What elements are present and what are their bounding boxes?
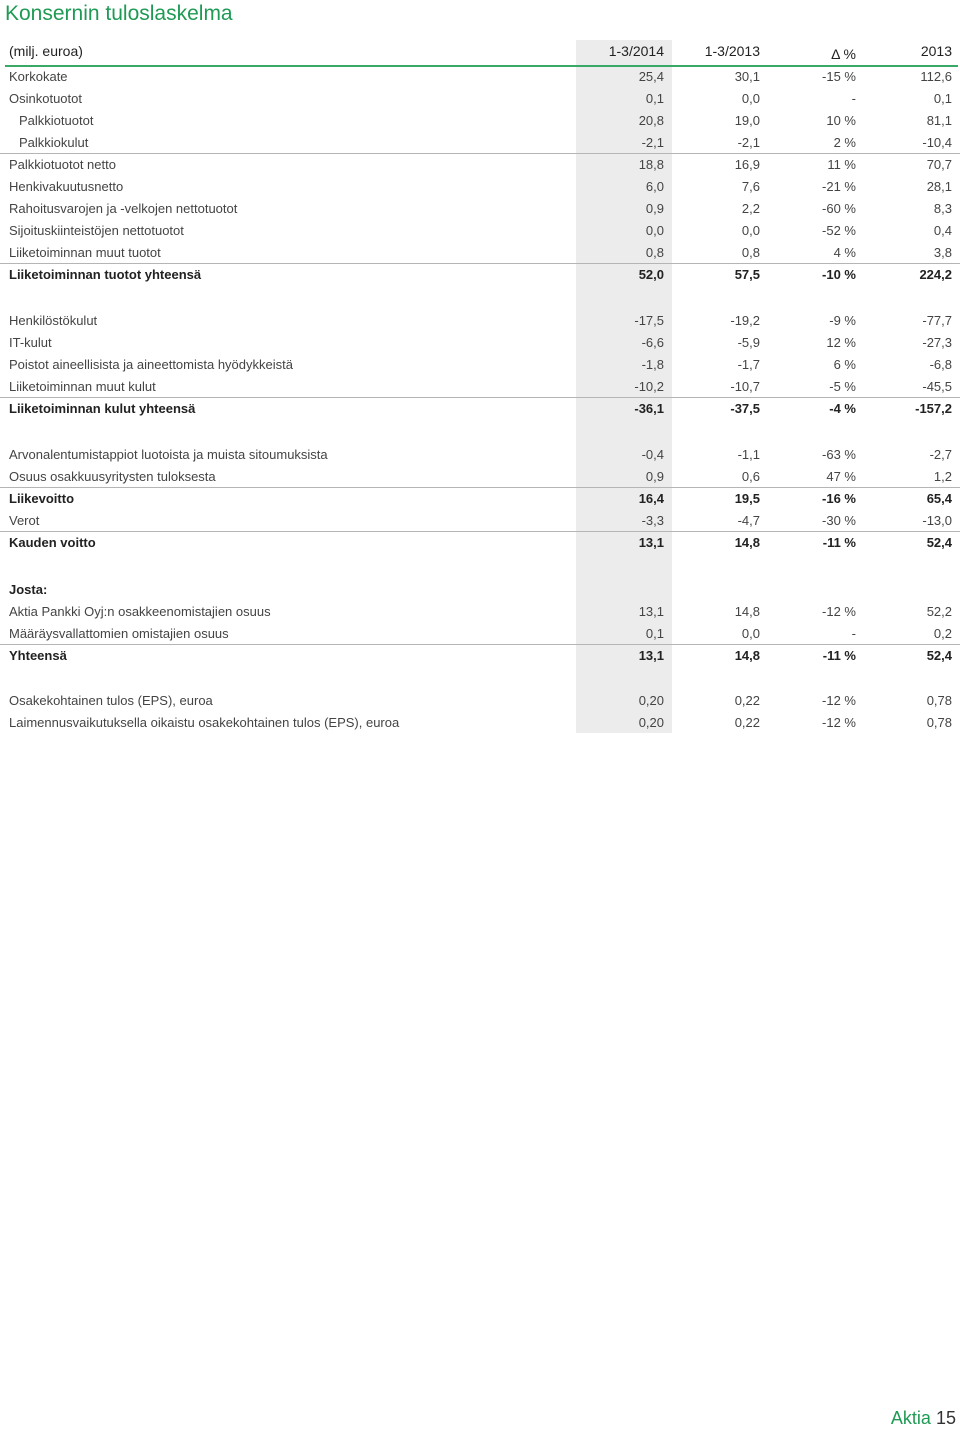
row-c3: 10 %	[826, 113, 856, 128]
row-c1: 0,0	[645, 223, 664, 238]
row-label: Aktia Pankki Oyj:n osakkeenomistajien osuus	[9, 604, 271, 619]
row-c1: 52,0	[638, 267, 664, 282]
table-row	[0, 198, 960, 220]
section-heading	[0, 579, 960, 601]
row-c4: 0,78	[926, 693, 952, 708]
row-c3: 47 %	[826, 469, 856, 484]
row-c1: 0,8	[645, 245, 664, 260]
table-row	[0, 132, 960, 154]
row-c3: -10 %	[822, 267, 856, 282]
row-label: Liiketoiminnan muut kulut	[9, 379, 156, 394]
row-c4: -27,3	[922, 335, 952, 350]
row-c3: -15 %	[822, 69, 856, 84]
row-c1: 0,9	[645, 469, 664, 484]
row-c3: -11 %	[822, 535, 856, 550]
row-label: IT-kulut	[9, 335, 52, 350]
row-c4: 28,1	[926, 179, 952, 194]
table-row	[0, 510, 960, 532]
row-c1: -36,1	[634, 401, 664, 416]
row-c1: -0,4	[641, 447, 664, 462]
row-label: Korkokate	[9, 69, 68, 84]
row-label: Poistot aineellisista ja aineettomista hyödykkeistä	[9, 357, 293, 372]
row-label: Palkkiotuotot	[19, 113, 94, 128]
row-c4: 52,4	[926, 535, 952, 550]
row-c4: 8,3	[933, 201, 952, 216]
row-c2: 16,9	[734, 157, 760, 172]
table-row	[0, 444, 960, 466]
table-row	[0, 153, 960, 176]
row-label: Henkilöstökulut	[9, 313, 98, 328]
row-c2: 0,0	[741, 91, 760, 106]
row-c4: -77,7	[922, 313, 952, 328]
row-c3: 6 %	[833, 357, 856, 372]
page-number: 15	[935, 1408, 956, 1428]
table-row-total	[0, 263, 960, 286]
row-label: Palkkiotuotot netto	[9, 157, 116, 172]
row-c1: 6,0	[645, 179, 664, 194]
row-label: Arvonalentumistappiot luotoista ja muista sitoumuksista	[9, 447, 328, 462]
row-c2: 14,8	[734, 648, 760, 663]
row-c2: 0,0	[741, 626, 760, 641]
row-c1: -1,8	[641, 357, 664, 372]
row-c3: -60 %	[822, 201, 856, 216]
row-c2: -5,9	[737, 335, 760, 350]
row-c2: 0,22	[734, 693, 760, 708]
row-label: Sijoituskiinteistöjen nettotuotot	[9, 223, 184, 238]
page-title: Konsernin tuloslaskelma	[5, 2, 233, 25]
row-c4: 0,4	[933, 223, 952, 238]
table-row	[0, 601, 960, 623]
row-c4: 65,4	[926, 491, 952, 506]
row-label: Verot	[9, 513, 40, 528]
table-row-total	[0, 397, 960, 420]
row-c2: -10,7	[730, 379, 760, 394]
row-c3: -12 %	[822, 693, 856, 708]
table-row-total	[0, 644, 960, 667]
row-c1: -2,1	[641, 135, 664, 150]
row-c1: 13,1	[638, 604, 664, 619]
row-c2: 0,22	[734, 715, 760, 730]
table-row	[0, 176, 960, 198]
table-row	[0, 354, 960, 376]
row-c4: 3,8	[933, 245, 952, 260]
row-label: Palkkiokulut	[19, 135, 89, 150]
header-c2: 1-3/2013	[704, 43, 760, 59]
row-c3: -52 %	[822, 223, 856, 238]
row-c2: 30,1	[734, 69, 760, 84]
row-c4: 1,2	[933, 469, 952, 484]
row-c4: -157,2	[915, 401, 952, 416]
row-label: Liiketoiminnan tuotot yhteensä	[9, 267, 202, 282]
row-c2: 19,5	[734, 491, 760, 506]
table-row	[0, 623, 960, 645]
table-row	[0, 88, 960, 110]
row-label: Henkivakuutusnetto	[9, 179, 124, 194]
row-c1: 0,9	[645, 201, 664, 216]
row-c1: 18,8	[638, 157, 664, 172]
row-c4: 81,1	[926, 113, 952, 128]
row-c3: -30 %	[822, 513, 856, 528]
table-row	[0, 110, 960, 132]
row-c2: 0,8	[741, 245, 760, 260]
row-c3: 2 %	[833, 135, 856, 150]
row-c3: -63 %	[822, 447, 856, 462]
table-row-total	[0, 487, 960, 510]
row-c1: 0,1	[645, 626, 664, 641]
header-c3: Δ %	[831, 46, 856, 62]
page-footer	[891, 1407, 956, 1429]
row-c2: 7,6	[741, 179, 760, 194]
row-label: Liikevoitto	[9, 491, 75, 506]
row-c1: -3,3	[641, 513, 664, 528]
row-label: Kauden voitto	[9, 535, 96, 550]
row-c3: -	[851, 91, 856, 106]
table-row	[0, 66, 960, 88]
row-label: Liiketoiminnan kulut yhteensä	[9, 401, 196, 416]
row-c2: -19,2	[730, 313, 760, 328]
row-c2: 0,6	[741, 469, 760, 484]
row-c2: -1,7	[737, 357, 760, 372]
row-c3: -21 %	[822, 179, 856, 194]
row-c3: 4 %	[833, 245, 856, 260]
row-c2: 14,8	[734, 535, 760, 550]
brand-logo-text: Aktia	[890, 1408, 931, 1428]
row-label: Osuus osakkuusyritysten tuloksesta	[9, 469, 216, 484]
header-c1: 1-3/2014	[608, 43, 664, 59]
row-c4: 112,6	[920, 69, 952, 84]
header-label: (milj. euroa)	[9, 43, 83, 59]
table-row	[0, 712, 960, 734]
row-c3: -12 %	[822, 604, 856, 619]
row-c3: 11 %	[827, 157, 856, 172]
row-c3: -4 %	[829, 401, 856, 416]
row-c4: 0,2	[933, 626, 952, 641]
row-c3: 12 %	[826, 335, 856, 350]
header-c4: 2013	[920, 43, 952, 59]
row-c4: -2,7	[929, 447, 952, 462]
row-label: Yhteensä	[9, 648, 67, 663]
row-c3: -	[851, 626, 856, 641]
row-c1: 0,20	[638, 715, 664, 730]
row-c4: 52,4	[926, 648, 952, 663]
row-c4: 0,1	[933, 91, 952, 106]
row-c2: -1,1	[737, 447, 760, 462]
row-label: Rahoitusvarojen ja -velkojen nettotuotot	[9, 201, 238, 216]
row-c4: 224,2	[919, 267, 952, 282]
row-label: Määräysvallattomien omistajien osuus	[9, 626, 229, 641]
table-row	[0, 242, 960, 264]
row-c2: 57,5	[734, 267, 760, 282]
row-c2: 2,2	[741, 201, 760, 216]
row-c3: -11 %	[822, 648, 856, 663]
table-header	[0, 40, 960, 62]
table-row	[0, 690, 960, 712]
row-c2: -4,7	[737, 513, 760, 528]
row-label: Osinkotuotot	[9, 91, 82, 106]
row-c4: 70,7	[926, 157, 952, 172]
row-c1: 20,8	[638, 113, 664, 128]
table-row	[0, 376, 960, 398]
row-c1: -6,6	[641, 335, 664, 350]
row-c4: 0,78	[926, 715, 952, 730]
row-c2: 14,8	[734, 604, 760, 619]
row-c1: 25,4	[638, 69, 664, 84]
row-c3: -12 %	[822, 715, 856, 730]
row-c4: -6,8	[929, 357, 952, 372]
row-c1: -10,2	[634, 379, 664, 394]
row-c4: -45,5	[922, 379, 952, 394]
row-label: Liiketoiminnan muut tuotot	[9, 245, 161, 260]
row-label: Josta:	[9, 582, 48, 597]
row-label: Laimennusvaikutuksella oikaistu osakekohtainen tulos (EPS), euroa	[9, 715, 400, 730]
row-c2: 0,0	[741, 223, 760, 238]
row-c2: -2,1	[737, 135, 760, 150]
row-c1: 0,20	[638, 693, 664, 708]
table-row	[0, 220, 960, 242]
row-c1: 13,1	[638, 648, 664, 663]
row-c4: -10,4	[922, 135, 952, 150]
table-row-total	[0, 531, 960, 554]
row-c1: 0,1	[645, 91, 664, 106]
row-c1: 16,4	[638, 491, 664, 506]
row-c4: 52,2	[926, 604, 952, 619]
row-c3: -9 %	[829, 313, 856, 328]
table-row	[0, 310, 960, 332]
row-label: Osakekohtainen tulos (EPS), euroa	[9, 693, 213, 708]
table-row	[0, 466, 960, 488]
row-c3: -5 %	[829, 379, 856, 394]
row-c2: -37,5	[730, 401, 760, 416]
row-c1: 13,1	[638, 535, 664, 550]
row-c1: -17,5	[634, 313, 664, 328]
row-c3: -16 %	[822, 491, 856, 506]
table-row	[0, 332, 960, 354]
row-c2: 19,0	[734, 113, 760, 128]
row-c4: -13,0	[922, 513, 952, 528]
